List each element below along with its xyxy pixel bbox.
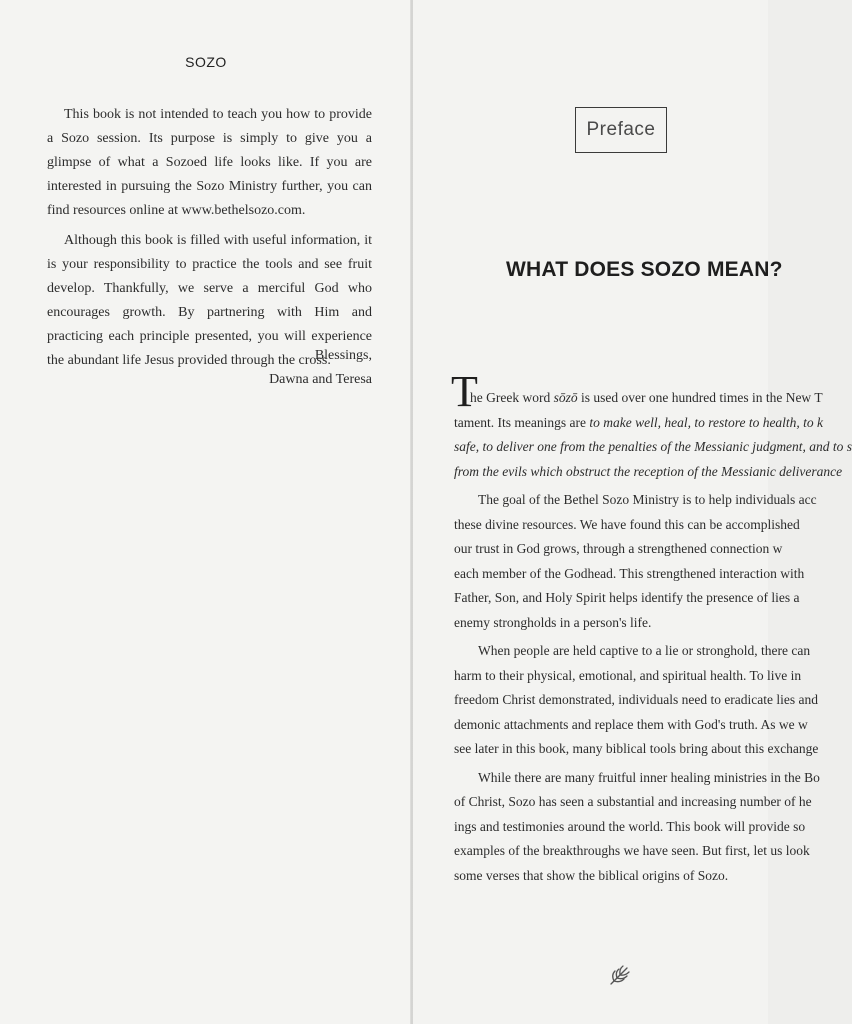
text-line: these divine resources. We have found this can be accomplished (454, 516, 800, 532)
chapter-title: WHAT DOES SOZO MEAN? (506, 258, 783, 281)
flourish-ornament-icon (606, 962, 632, 988)
text-line: While there are many fruitful inner healing ministries in the Bo (478, 769, 820, 785)
text-run: is used over one hundred times in the New T (577, 390, 823, 405)
left-body-text (47, 103, 372, 379)
right-body-text (451, 367, 852, 888)
italic-run: safe, to deliver one from the penalties of the Messianic judgment, and to s (454, 439, 852, 454)
closing-text: Blessings, (314, 348, 372, 363)
text-line: The goal of the Bethel Sozo Ministry is to help individuals acc (478, 492, 817, 507)
preface-label: Preface (586, 119, 656, 140)
drop-cap: T (451, 367, 478, 416)
text-line (454, 460, 843, 485)
text-run: tament. Its meanings are (454, 414, 590, 430)
text-line: our trust in God grows, through a strengthened connection w (454, 541, 783, 556)
text-line: enemy strongholds in a person's life. (454, 614, 652, 630)
text-line: When people are held captive to a lie or stronghold, there can (478, 643, 811, 658)
text-line: each member of the Godhead. This strengthened interaction with (454, 565, 805, 581)
text-line (454, 435, 852, 460)
text-line: Father, Son, and Holy Spirit helps identify the presence of lies a (454, 590, 800, 605)
italic-run: from the evils which obstruct the reception of the Messianic deliverance (454, 463, 843, 479)
italic-run: to make well, heal, to restore to health, to k (589, 414, 824, 430)
text-line: ings and testimonies around the world. This book will provide so (454, 818, 806, 834)
text-line: examples of the breakthroughs we have seen. But first, let us look (454, 843, 810, 858)
text-line (454, 411, 824, 436)
preface-label-box (575, 107, 667, 153)
text-line: some verses that show the biblical origins of Sozo. (454, 867, 729, 883)
text-line: of Christ, Sozo has seen a substantial and increasing number of he (454, 794, 812, 809)
left-paragraph: Although this book is filled with useful information, it is your responsibility to practice the tools and see fruit develop. Thankfully, we serve a merciful God who encourages growth. By partnering with Him and practicing each principle presented, you will experience the abundant life Jesus provided through the cross. (47, 233, 372, 368)
running-head: SOZO (185, 54, 227, 70)
left-page (0, 0, 412, 1024)
text-line: freedom Christ demonstrated, individuals need to eradicate lies and (454, 692, 819, 707)
authors-text: Dawna and Teresa (269, 372, 372, 387)
left-paragraph: This book is not intended to teach you how to provide a Sozo session. Its purpose is simply to give you a glimpse of what a Sozoed life looks like. If you are interested in pursuing the Sozo Ministry further, you can find resources online at www.bethelsozo.com. (47, 107, 372, 218)
paragraph-first-line (451, 367, 823, 416)
text-line: demonic attachments and replace them with God's truth. As we w (454, 716, 808, 732)
signature-block (269, 344, 372, 392)
italic-run: sōzō (553, 390, 578, 405)
text-line: see later in this book, many biblical tools bring about this exchange (454, 741, 819, 756)
text-run: he Greek word (470, 390, 554, 405)
text-line: harm to their physical, emotional, and spiritual health. To live in (454, 667, 802, 683)
right-page (413, 0, 852, 1024)
